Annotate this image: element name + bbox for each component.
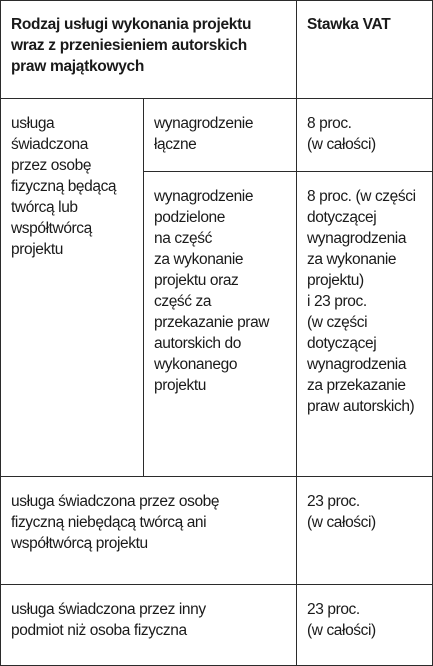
table-row [1,585,433,666]
header-vat-rate-text: Stawka VAT [307,16,391,33]
rate-text: 23 proc. (w całości) [307,601,376,639]
remuneration-text: wynagrodzenie podzielone na część za wykonanie projektu oraz część za przekazanie praw autorskich do wykonanego projektu [154,188,270,394]
rate-text: 8 proc. (w części dotyczącej wynagrodzenia za wykonanie projektu) i 23 proc. (w części dotyczącej wynagrodzenia za przekazanie praw autorskich) [307,188,416,415]
service-cell [1,477,297,585]
service-cell [1,99,144,477]
header-service-type [1,1,297,99]
rate-text: 23 proc. (w całości) [307,493,376,531]
remuneration-cell [144,172,297,477]
header-vat-rate [297,1,433,99]
service-text: usługa świadczona przez osobę fizyczną będącą twórcą lub współtwórcą projektu [11,115,117,258]
rate-text: 8 proc. (w całości) [307,115,376,153]
table-row [1,477,433,585]
table-row [1,99,433,172]
header-service-type-text: Rodzaj usługi wykonania projektu wraz z przeniesieniem autorskich praw majątkowych [11,16,252,75]
remuneration-cell [144,99,297,172]
rate-cell [297,172,433,477]
service-text: usługa świadczona przez osobę fizyczną niebędącą twórcą ani współtwórcą projektu [11,493,220,552]
rate-cell [297,477,433,585]
table-header-row [1,1,433,99]
remuneration-text: wynagrodzenie łączne [154,115,254,153]
rate-cell [297,99,433,172]
service-text: usługa świadczona przez inny podmiot niż osoba fizyczna [11,601,206,639]
service-cell [1,585,297,666]
rate-cell [297,585,433,666]
